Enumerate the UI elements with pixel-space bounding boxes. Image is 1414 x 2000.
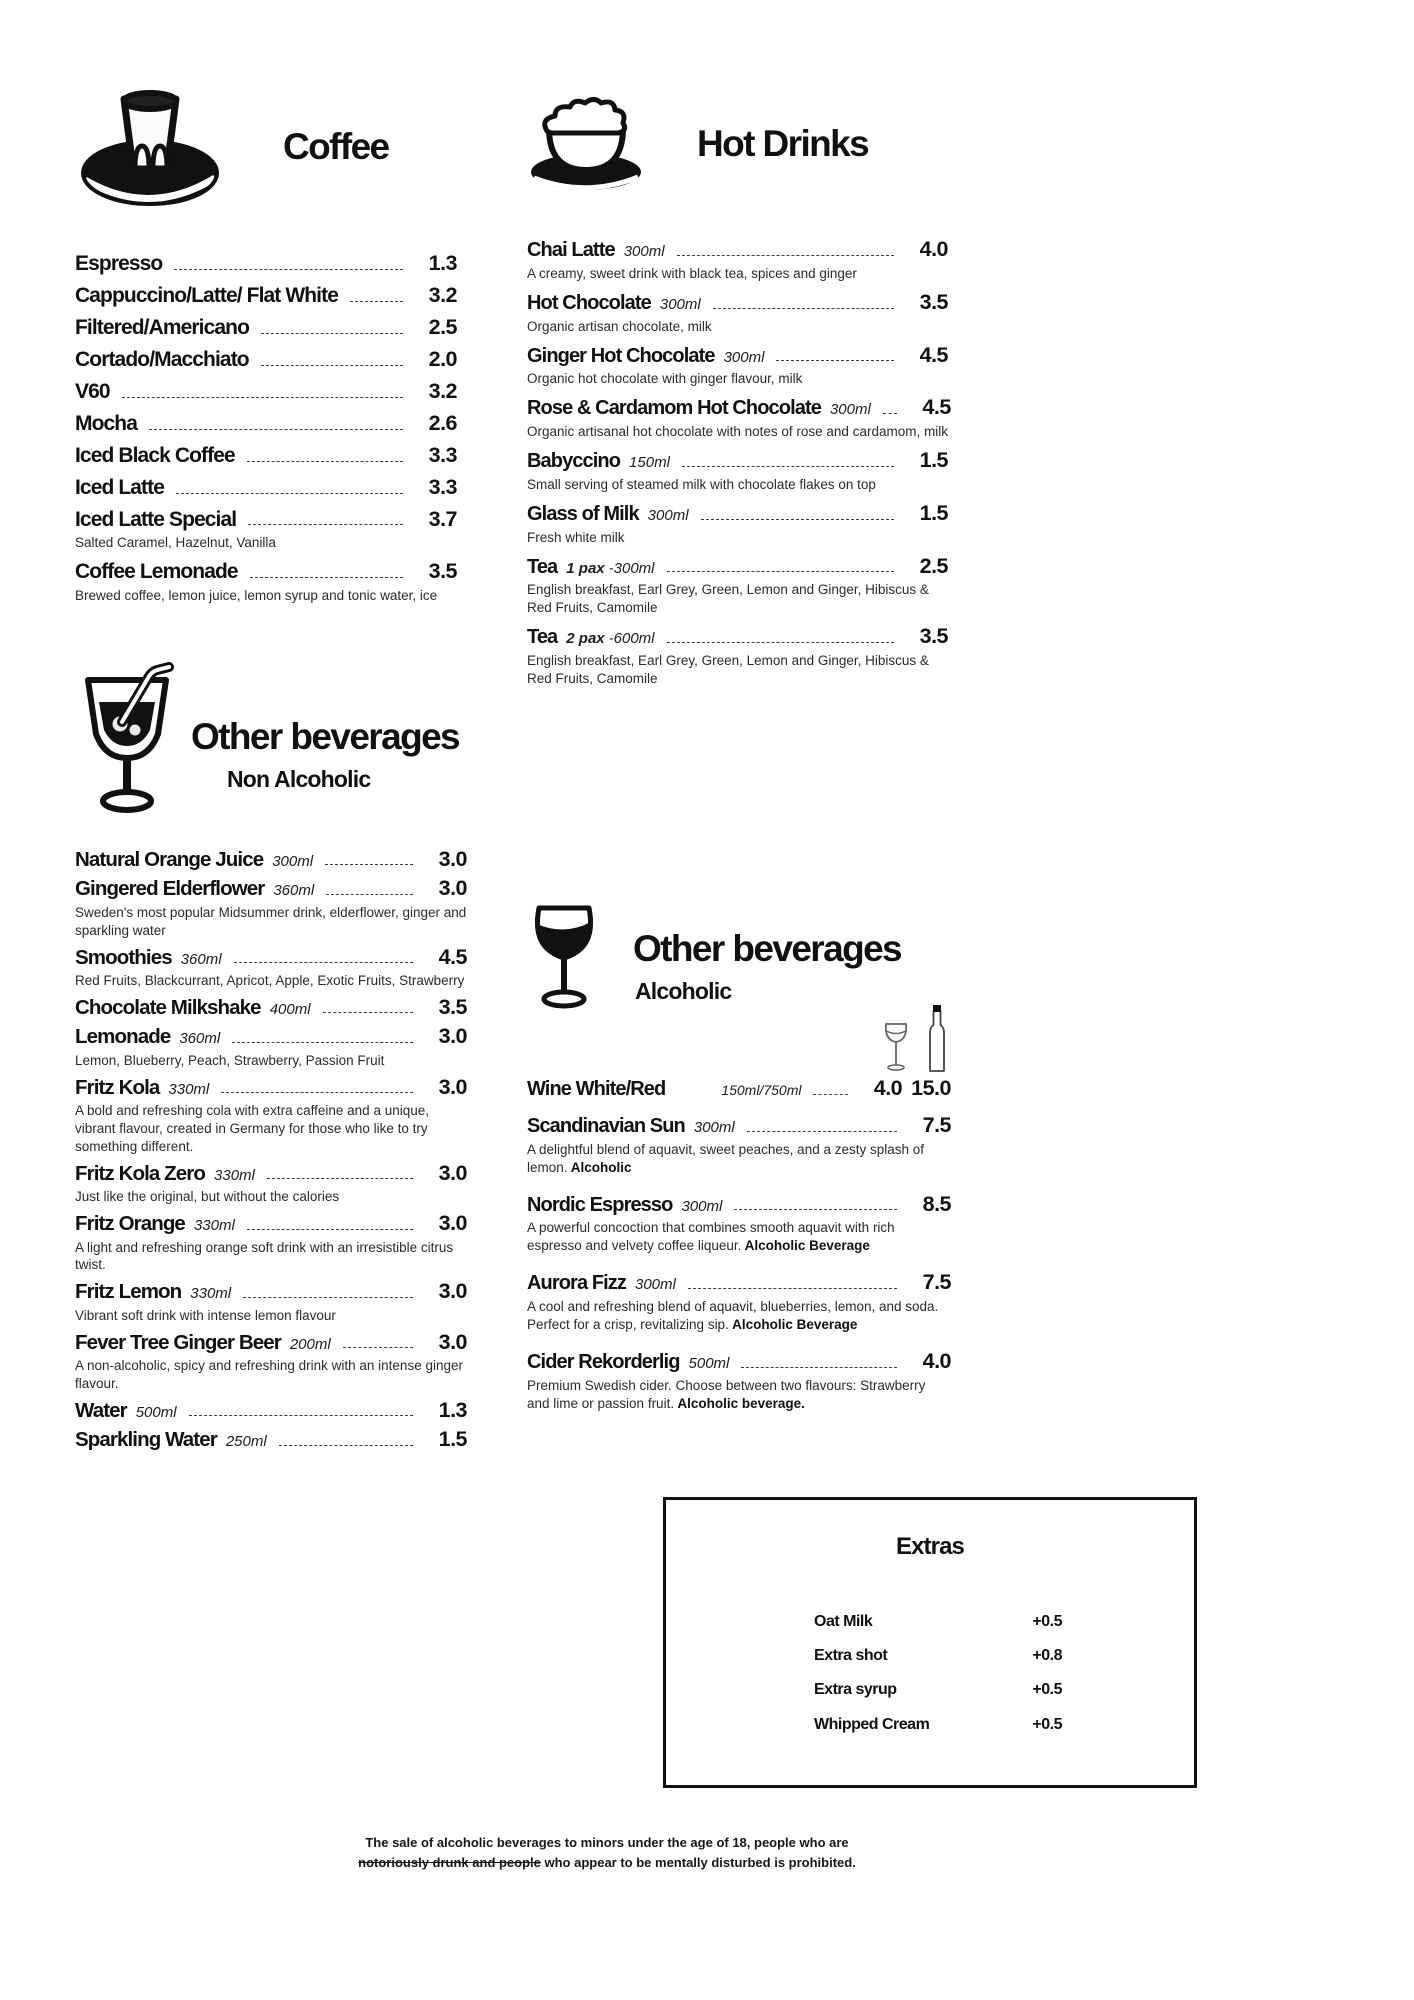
- item-price: 4.0: [873, 1076, 903, 1100]
- leader-line: [677, 255, 894, 256]
- leader-line: [248, 524, 403, 525]
- item-name: Fever Tree Ginger Beer: [75, 1330, 281, 1354]
- menu-item: [75, 946, 467, 990]
- item-price: 4.5: [919, 342, 948, 367]
- item-description: Red Fruits, Blackcurrant, Apricot, Apple, Exotic Fruits, Strawberry: [75, 972, 465, 988]
- item-name: Whipped Cream: [814, 1715, 930, 1733]
- cappuccino-cup-icon: [527, 95, 645, 193]
- item-price: 3.0: [438, 1329, 467, 1354]
- item-name: Espresso: [75, 252, 163, 275]
- item-price: 3.5: [428, 559, 457, 584]
- item-name: Oat Milk: [814, 1613, 873, 1630]
- item-size: 300ml: [693, 1118, 735, 1136]
- footer-line-2: [200, 1853, 1014, 1873]
- menu-item: [75, 476, 457, 500]
- item-description: Organic artisan chocolate, milk: [527, 318, 712, 334]
- menu-item: [75, 1399, 467, 1422]
- cocktail-glass-straw-icon: [75, 660, 179, 818]
- item-name: Fritz Orange: [75, 1212, 185, 1236]
- item-name: Lemonade: [75, 1025, 171, 1049]
- leader-line: [247, 1229, 413, 1230]
- item-name: Extra syrup: [814, 1681, 897, 1699]
- price-column-icons: [881, 1003, 947, 1075]
- menu-item-line: [75, 946, 467, 969]
- item-size: 500ml: [135, 1403, 177, 1421]
- item-size: 330ml: [193, 1217, 235, 1235]
- item-price: 2.5: [919, 553, 948, 578]
- item-name: Wine White/Red: [527, 1078, 666, 1100]
- item-size: 360ml: [273, 882, 315, 900]
- leader-line: [682, 466, 894, 467]
- item-name: Fritz Lemon: [75, 1280, 182, 1304]
- leader-line: [323, 1012, 413, 1013]
- item-name: Water: [75, 1398, 127, 1422]
- section-subtitle-alcoholic: Alcoholic: [635, 977, 732, 1004]
- item-name: Aurora Fizz: [527, 1272, 626, 1295]
- item-price: +0.8: [1032, 1647, 1062, 1665]
- menu-item: [75, 348, 457, 372]
- menu-item-line: [75, 284, 457, 308]
- menu-item-line: [527, 1078, 951, 1101]
- item-description: Organic hot chocolate with ginger flavour, milk: [527, 371, 803, 387]
- menu-item-line: [527, 395, 951, 420]
- alcoholic-header: [527, 900, 951, 1018]
- hot-drinks-header: [527, 95, 948, 193]
- non-alcoholic-header: [75, 660, 467, 818]
- item-name: Nordic Espresso: [527, 1193, 673, 1216]
- leader-line: [747, 1131, 897, 1132]
- menu-item-line: [75, 1331, 467, 1354]
- non-alcoholic-title-block: [191, 718, 459, 793]
- item-size: 300ml: [659, 295, 701, 313]
- item-description: A bold and refreshing cola with extra caffeine and a unique, vibrant flavour, created in Germany for those who like to try something different.: [75, 1102, 429, 1154]
- item-description: English breakfast, Earl Grey, Green, Lemon and Ginger, Hibiscus & Red Fruits, Camomile: [527, 653, 929, 686]
- item-price: +0.5: [1032, 1715, 1062, 1733]
- item-name: Chocolate Milkshake: [75, 995, 261, 1019]
- menu-item-line: [814, 1716, 1062, 1734]
- item-price: 3.5: [919, 624, 948, 649]
- item-size: 300ml: [829, 401, 871, 419]
- leader-line: [713, 308, 894, 309]
- item-size-qualifier: 1 pax: [566, 559, 605, 577]
- item-size: 300ml: [272, 853, 314, 870]
- menu-item-line: [814, 1681, 1062, 1699]
- menu-item-line: [527, 450, 948, 473]
- menu-item-line: [75, 848, 467, 871]
- item-size-qualifier: 2 pax: [566, 630, 605, 648]
- menu-item: [814, 1647, 1062, 1665]
- item-size: -600ml: [608, 630, 655, 648]
- item-price: 2.5: [428, 314, 457, 339]
- wine-glass-icon: [527, 900, 601, 1018]
- item-price: 3.3: [428, 442, 457, 467]
- item-size: 330ml: [190, 1285, 232, 1303]
- menu-item: [75, 412, 457, 436]
- coffee-header: [75, 85, 457, 210]
- menu-item: [75, 1025, 467, 1069]
- menu-item-line: [527, 1191, 951, 1217]
- item-size: 300ml: [623, 243, 665, 260]
- menu-item-line: [75, 1162, 467, 1185]
- item-description: Organic artisanal hot chocolate with notes of rose and cardamom, milk: [527, 424, 948, 440]
- leader-line: [701, 519, 894, 520]
- item-description: A non-alcoholic, spicy and refreshing drink with an intense ginger flavour.: [75, 1358, 463, 1392]
- menu-item: [814, 1681, 1062, 1699]
- item-price-bottle: 15.0: [911, 1076, 951, 1100]
- leader-line: [688, 1288, 897, 1289]
- menu-item-line: [814, 1647, 1062, 1665]
- item-price: 2.0: [428, 346, 457, 371]
- wine-glass-outline-icon: [881, 1021, 911, 1075]
- item-size: 300ml: [647, 506, 689, 524]
- item-name: Tea: [527, 626, 558, 649]
- menu-item-line: [75, 1076, 467, 1099]
- item-name: Iced Black Coffee: [75, 443, 235, 467]
- menu-item: [75, 1280, 467, 1324]
- item-name: Hot Chocolate: [527, 291, 651, 314]
- menu-item: [527, 289, 948, 336]
- item-size: 300ml: [681, 1197, 723, 1215]
- item-price: 3.0: [438, 1074, 467, 1099]
- item-description: Sweden's most popular Midsummer drink, elderflower, ginger and sparkling water: [75, 904, 467, 938]
- menu-item: [75, 444, 457, 468]
- item-name: Glass of Milk: [527, 502, 639, 525]
- item-price: 4.5: [922, 395, 951, 420]
- menu-item-line: [75, 996, 467, 1019]
- menu-item: [75, 877, 467, 939]
- menu-item-line: [75, 1428, 467, 1451]
- menu-item-line: [527, 553, 948, 579]
- item-name: Fritz Kola Zero: [75, 1161, 206, 1185]
- item-price: +0.5: [1032, 1613, 1062, 1630]
- item-name: Natural Orange Juice: [75, 848, 264, 871]
- item-size: 360ml: [180, 950, 222, 968]
- item-price: +0.5: [1032, 1681, 1062, 1699]
- item-size: 400ml: [269, 1000, 311, 1018]
- item-size: 200ml: [289, 1335, 331, 1353]
- footer-line-2-rest: who appear to be mentally disturbed is prohibited.: [540, 1855, 856, 1871]
- menu-item-line: [75, 1025, 467, 1048]
- menu-item: [75, 1162, 467, 1206]
- alcoholic-items: [527, 1078, 951, 1413]
- item-price: 3.0: [438, 876, 467, 901]
- leader-line: [734, 1209, 897, 1210]
- menu-item-line: [75, 1399, 467, 1422]
- menu-item-line: [75, 348, 457, 372]
- leader-line: [243, 1297, 413, 1298]
- menu-item: [527, 626, 948, 688]
- item-price: 1.5: [919, 448, 948, 472]
- leader-line: [741, 1367, 897, 1368]
- item-name: Sparkling Water: [75, 1428, 217, 1452]
- item-size: 300ml: [635, 1276, 676, 1294]
- item-size: 330ml: [214, 1166, 255, 1184]
- menu-item-line: [527, 1112, 951, 1138]
- item-description: Brewed coffee, lemon juice, lemon syrup and tonic water, ice: [75, 588, 438, 604]
- menu-item-line: [527, 500, 948, 526]
- leader-line: [325, 864, 413, 865]
- item-price: 1.5: [438, 1427, 467, 1452]
- leader-line: [221, 1092, 413, 1093]
- leader-line: [813, 1094, 848, 1095]
- item-price: 3.0: [438, 847, 467, 871]
- menu-item-line: [75, 444, 457, 468]
- menu-item-line: [75, 316, 457, 340]
- item-name: Scandinavian Sun: [527, 1114, 685, 1137]
- menu-item-line: [75, 560, 457, 584]
- menu-item-line: [75, 1280, 467, 1303]
- item-name: Babyccino: [527, 450, 621, 472]
- leader-line: [267, 1178, 413, 1179]
- item-name: Smoothies: [75, 945, 172, 969]
- coffee-items: [75, 252, 457, 605]
- item-description: Premium Swedish cider. Choose between two flavours: Strawberry and lime or passion fruit. Alcoholic beverage.: [527, 1377, 926, 1411]
- menu-item-line: [527, 342, 948, 368]
- item-price: 3.5: [919, 289, 948, 314]
- item-price: 3.7: [428, 506, 457, 531]
- menu-item: [527, 1112, 951, 1177]
- item-price: 4.0: [919, 237, 948, 261]
- item-description: English breakfast, Earl Grey, Green, Lemon and Ginger, Hibiscus & Red Fruits, Camomile: [527, 582, 929, 616]
- menu-item-line: [75, 380, 457, 404]
- leader-line: [234, 962, 413, 963]
- item-name: Iced Latte Special: [75, 507, 237, 531]
- item-name: Tea: [527, 555, 558, 578]
- item-description: A delightful blend of aquavit, sweet peaches, and a zesty splash of lemon. Alcoholic: [527, 1141, 925, 1175]
- leader-line: [279, 1445, 413, 1446]
- item-description: Fresh white milk: [527, 529, 625, 545]
- item-name: Rose & Cardamom Hot Chocolate: [527, 397, 821, 420]
- extras-title: Extras: [896, 1533, 964, 1560]
- menu-item: [75, 560, 457, 605]
- item-price: 4.5: [438, 944, 467, 969]
- menu-item: [75, 996, 467, 1019]
- leader-line: [261, 333, 403, 334]
- item-price: 7.5: [922, 1270, 951, 1295]
- coffee-section: [75, 85, 457, 613]
- menu-item-line: [527, 289, 948, 315]
- item-price: 2.6: [428, 410, 457, 435]
- item-name: Iced Latte: [75, 475, 165, 499]
- item-price: 1.3: [438, 1397, 467, 1422]
- item-price: 3.0: [438, 1024, 467, 1049]
- item-name: Cappuccino/Latte/ Flat White: [75, 283, 338, 307]
- menu-item-line: [75, 877, 467, 900]
- item-name: Fritz Kola: [75, 1075, 160, 1099]
- item-description: Small serving of steamed milk with chocolate flakes on top: [527, 476, 876, 492]
- menu-item: [527, 239, 948, 283]
- section-title-coffee: Coffee: [283, 126, 389, 168]
- menu-item: [75, 508, 457, 553]
- leader-line: [343, 1347, 413, 1348]
- menu-item-line: [75, 412, 457, 436]
- item-name: Extra shot: [814, 1647, 888, 1665]
- leader-line: [122, 397, 403, 398]
- item-price: 3.0: [438, 1160, 467, 1185]
- item-name: Filtered/Americano: [75, 315, 250, 339]
- item-size: 150ml: [629, 454, 670, 471]
- leader-line: [261, 365, 403, 366]
- item-price: 3.0: [438, 1211, 467, 1236]
- item-size: 360ml: [179, 1030, 221, 1048]
- item-price: 3.3: [428, 474, 457, 499]
- item-price: 3.5: [438, 994, 467, 1019]
- menu-item-line: [75, 476, 457, 500]
- menu-item: [814, 1716, 1062, 1734]
- menu-item: [75, 380, 457, 404]
- leader-line: [250, 577, 403, 578]
- footer-struck-text: notoriously drunk and people: [358, 1855, 541, 1871]
- menu-item: [527, 1348, 951, 1413]
- leader-line: [232, 1042, 413, 1043]
- item-description: Just like the original, but without the calories: [75, 1189, 340, 1205]
- item-name: Gingered Elderflower: [75, 877, 265, 901]
- menu-item-line: [75, 508, 457, 532]
- espresso-cup-icon: [75, 85, 225, 210]
- section-subtitle-non-alcoholic: Non Alcoholic: [227, 765, 371, 792]
- item-description: Vibrant soft drink with intense lemon flavour: [75, 1307, 336, 1323]
- section-title-hot-drinks: Hot Drinks: [697, 122, 869, 164]
- item-name: Ginger Hot Chocolate: [527, 344, 715, 367]
- item-price: 7.5: [922, 1112, 951, 1137]
- section-title-other-beverages: Other beverages: [191, 716, 460, 757]
- footer-line-1: The sale of alcoholic beverages to minors under the age of 18, people who are: [365, 1835, 849, 1850]
- menu-item: [527, 1078, 951, 1101]
- menu-item-line: [527, 626, 948, 649]
- leader-line: [247, 461, 403, 462]
- leader-line: [667, 642, 895, 643]
- footer-legal-note: [200, 1833, 1014, 1873]
- hot-drinks-section: [527, 95, 951, 697]
- item-size: -300ml: [608, 559, 655, 577]
- hot-drinks-items: [527, 237, 951, 688]
- item-price: 8.5: [922, 1191, 951, 1216]
- non-alcoholic-items: [75, 848, 467, 1452]
- leader-line: [176, 493, 403, 494]
- leader-line: [667, 571, 895, 572]
- menu-item-line: [527, 1348, 951, 1374]
- menu-item-line: [75, 1212, 467, 1235]
- item-description: A cool and refreshing blend of aquavit, blueberries, lemon, and soda. Perfect for a crisp, revitalizing sip. Alcoholic Beverage: [527, 1299, 939, 1332]
- item-name: V60: [75, 379, 110, 403]
- extras-items: [814, 1613, 1062, 1734]
- menu-item: [75, 1331, 467, 1393]
- item-description: Salted Caramel, Hazelnut, Vanilla: [75, 535, 276, 551]
- item-name: Cider Rekorderlig: [527, 1350, 680, 1373]
- item-description: A creamy, sweet drink with black tea, spices and ginger: [527, 265, 857, 281]
- menu-item-line: [527, 1272, 951, 1295]
- menu-item: [527, 500, 948, 547]
- menu-item: [75, 1428, 467, 1451]
- menu-item-line: [75, 252, 457, 276]
- item-size: 150ml/750ml: [721, 1082, 802, 1098]
- item-description: A light and refreshing orange soft drink with an irresistible citrus twist.: [75, 1239, 454, 1273]
- leader-line: [326, 894, 413, 895]
- menu-item: [75, 1076, 467, 1156]
- item-price: 1.5: [919, 500, 948, 525]
- item-price: 1.3: [428, 251, 457, 275]
- alcoholic-section: [527, 900, 951, 1430]
- item-size: 500ml: [688, 1354, 730, 1372]
- leader-line: [189, 1415, 413, 1416]
- item-description: A powerful concoction that combines smooth aquavit with rich espresso and velvety coffee liqueur. Alcoholic Beverage: [527, 1220, 895, 1254]
- item-size: 250ml: [225, 1433, 267, 1451]
- item-price: 3.2: [428, 378, 457, 403]
- bottle-outline-icon: [927, 1003, 947, 1075]
- menu-item: [527, 553, 948, 618]
- item-name: Mocha: [75, 411, 138, 435]
- alcoholic-title-block: [633, 930, 901, 1005]
- item-name: Chai Latte: [527, 239, 615, 261]
- menu-item: [527, 1272, 951, 1334]
- section-title-other-beverages: Other beverages: [633, 928, 902, 969]
- item-price: 3.2: [428, 282, 457, 307]
- extras-box: [663, 1497, 1197, 1788]
- item-size: 330ml: [168, 1080, 210, 1098]
- menu-item-line: [814, 1613, 1062, 1631]
- item-name: Cortado/Macchiato: [75, 347, 249, 371]
- item-price: 4.0: [922, 1348, 951, 1373]
- leader-line: [174, 269, 403, 270]
- menu-item: [527, 342, 948, 389]
- item-description: Lemon, Blueberry, Peach, Strawberry, Passion Fruit: [75, 1052, 385, 1068]
- menu-item: [75, 252, 457, 276]
- menu-item: [75, 1212, 467, 1274]
- leader-line: [883, 413, 897, 414]
- menu-item: [814, 1613, 1062, 1631]
- menu-item: [527, 395, 951, 441]
- leader-line: [149, 429, 403, 430]
- non-alcoholic-section: [75, 660, 467, 1458]
- menu-item: [75, 848, 467, 871]
- menu-item: [75, 284, 457, 308]
- leader-line: [350, 301, 403, 302]
- item-size: 300ml: [723, 348, 765, 366]
- menu-item: [75, 316, 457, 340]
- item-name: Coffee Lemonade: [75, 560, 238, 584]
- item-price: 3.0: [438, 1279, 467, 1304]
- menu-item: [527, 450, 948, 494]
- leader-line: [776, 360, 894, 361]
- menu-item-line: [527, 239, 948, 262]
- menu-item: [527, 1191, 951, 1256]
